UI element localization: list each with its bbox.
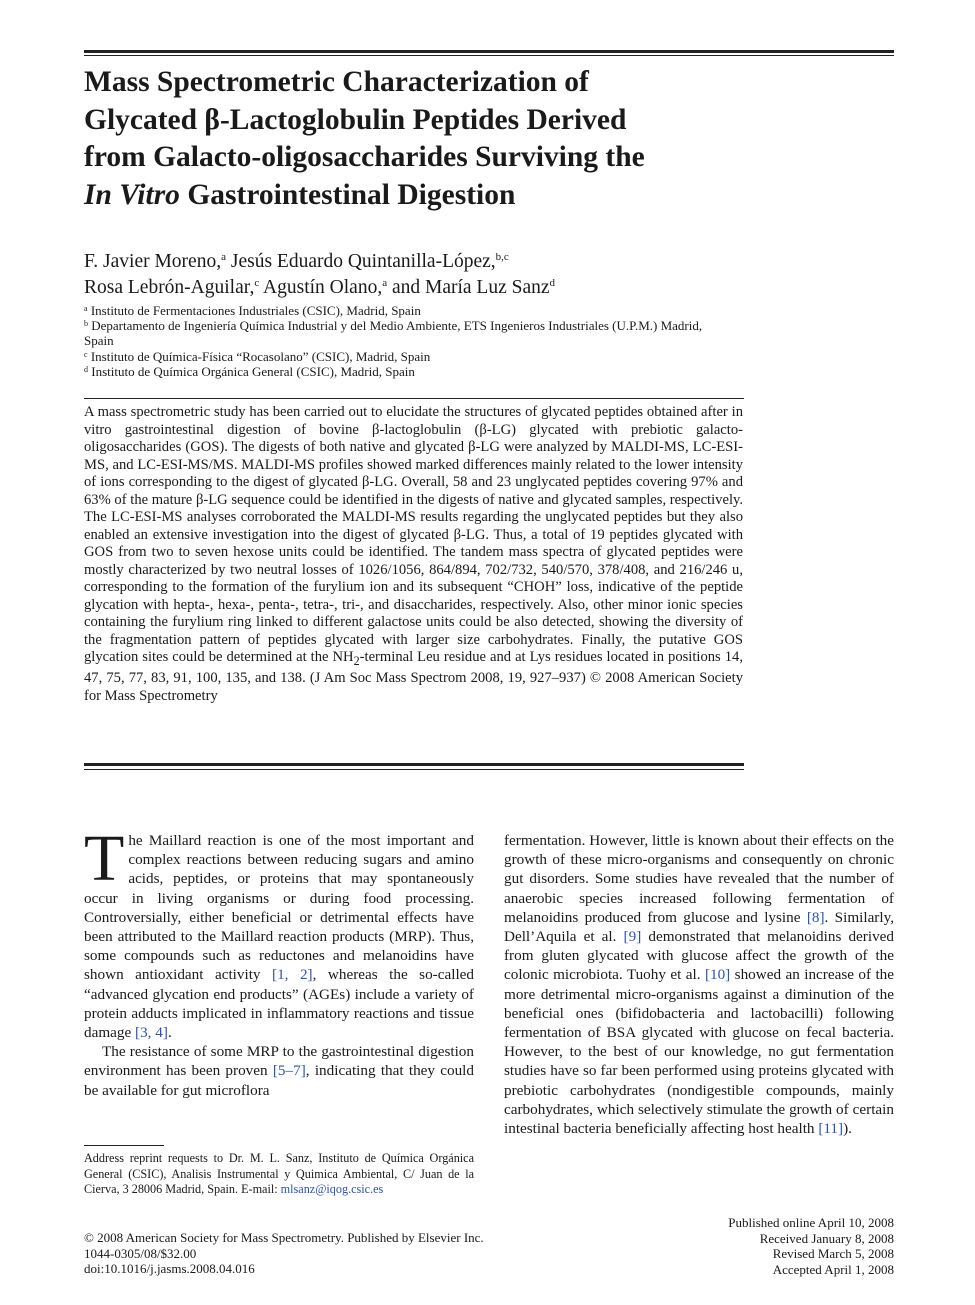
author-name: Rosa Lebrón-Aguilar, <box>84 277 255 298</box>
paragraph-text: he Maillard reaction is one of the most important and complex reactions between reducing sugars and amino acids, peptides, or proteins that may spontaneously occur in living organisms or during food processing. Controversially, either beneficial or detrimental effects have been attributed to the Maillard reaction products (MRP). Thus, some compounds such as reductones and melanoidins have shown antioxidant activity <box>84 832 474 984</box>
paragraph-text: . Similarly, Dell’Aquila et al. <box>504 908 894 946</box>
paragraph-text: , whereas the so-called “advanced glycation end products” (AGEs) include a variety of protein adducts implicated in inflammatory reactions and tissue damage <box>84 966 474 1042</box>
citation-link[interactable]: [1, 2] <box>272 966 313 984</box>
affiliation-mark: d <box>84 364 88 374</box>
affiliation-text: Instituto de Química Orgánica General (CSIC), Madrid, Spain <box>88 363 415 379</box>
affiliation-item <box>84 349 714 364</box>
abstract-rule-bottom-thick <box>84 763 744 766</box>
body-paragraph <box>84 1042 474 1100</box>
body-column-left <box>84 822 474 1100</box>
abstract-subscript: 2 <box>353 653 360 668</box>
author-affiliation-mark: a <box>382 277 388 289</box>
author-affiliation-mark: c <box>254 277 260 289</box>
paragraph-text: The resistance of some MRP to the gastrointestinal digestion environment has been proven <box>84 1043 474 1080</box>
title-line-4-italic: In Vitro <box>84 178 180 211</box>
abstract-rule-bottom-thin <box>84 769 744 770</box>
footnote-text: Address reprint requests to Dr. M. L. Sanz, Instituto de Química Orgánica General (CSIC), Analisis Instrumental y Quimica Ambiental, C/ Juan de la Cierva, 3 28006 Madrid, Spain. E-mail: <box>84 1151 474 1196</box>
title-line-1: Mass Spectrometric Characterization of <box>84 66 589 98</box>
received-date: Received January 8, 2008 <box>759 1230 894 1246</box>
citation-link[interactable]: [8] <box>806 908 825 926</box>
affiliation-text: Instituto de Fermentaciones Industriales (CSIC), Madrid, Spain <box>87 303 421 318</box>
body-paragraph <box>504 831 894 1138</box>
body-paragraph <box>84 822 474 1042</box>
citation-link[interactable]: [3, 4] <box>135 1024 168 1042</box>
author-affiliation-mark: b,c <box>495 251 509 263</box>
header-rule-thick <box>84 50 894 53</box>
doi-line: doi:10.1016/j.jasms.2008.04.016 <box>84 1261 255 1276</box>
title-line-4-rest: Gastrointestinal Digestion <box>179 178 516 211</box>
abstract <box>84 404 743 705</box>
paragraph-text: showed an increase of the more detrimental micro-organisms against a diminution of the beneficial ones (bifidobacteria and lactobacilli) following fermentation of BSA glycated with glucose on fecal bacteria. However, to the best of our knowledge, no gut fermentation studies have so far been performed using proteins glycated with prebiotic carbohydrates (nondigestible compounds, mainly carbohydrates, which selectively stimulate the growth of certain intestinal bacteria beneficially affecting host health <box>504 966 895 1138</box>
body-column-right <box>504 831 894 1138</box>
affiliation-text: Instituto de Química-Física “Rocasolano” (CSIC), Madrid, Spain <box>87 348 431 364</box>
footnote-rule <box>84 1145 164 1146</box>
affiliation-item <box>84 364 714 379</box>
correspondence-footnote <box>84 1151 474 1198</box>
drop-cap: T <box>84 822 125 895</box>
author-name: F. Javier Moreno, <box>84 251 222 272</box>
email-link[interactable]: mlsanz@iqog.csic.es <box>280 1182 384 1196</box>
affiliation-item <box>84 303 714 318</box>
affiliation-mark: b <box>84 319 88 329</box>
abstract-text-cont: -terminal Leu residue and at Lys residues located in positions 14, 47, 75, 77, 83, 91, 100, 135, and 138. <box>84 649 743 687</box>
affiliation-mark: c <box>84 349 88 359</box>
abstract-rule-top <box>84 398 744 399</box>
header-rule-thin <box>84 55 894 56</box>
article-title <box>84 64 784 214</box>
author-name: Jesús Eduardo Quintanilla-López, <box>225 251 496 272</box>
copyright-line: © 2008 American Society for Mass Spectrometry. Published by Elsevier Inc. <box>84 1230 484 1245</box>
author-name: Agustín Olano, <box>259 277 383 298</box>
footer-publication-info <box>84 1230 584 1277</box>
paragraph-text: ). <box>843 1120 852 1138</box>
paragraph-text: demonstrated that melanoidins derived from gluten glycated with glucose affect the growth of the colonic microbiota. Tuohy et al. <box>504 928 895 984</box>
revised-date: Revised March 5, 2008 <box>772 1246 894 1261</box>
citation-link[interactable]: [10] <box>704 966 731 984</box>
issn-line: 1044-0305/08/$32.00 <box>84 1245 197 1261</box>
abstract-text: A mass spectrometric study has been carried out to elucidate the structures of glycated peptides obtained after in vitro gastrointestinal digestion of bovine β-lactoglobulin (β-LG) glycated with prebiotic galacto-oligosaccharides (GOS). The digests of both native and glycated β-LG were analyzed by MALDI-MS, LC-ESI-MS, and LC-ESI-MS/MS. MALDI-MS profiles showed marked differences mainly related to the lower intensity of ions corresponding to the digest of glycated β-LG. Overall, 58 and 23 unglycated peptides covering 97% and 63% of the mature β-LG sequence could be identified in the digests of native and glycated samples, respectively. The LC-ESI-MS analyses corroborated the MALDI-MS results regarding the unglycated peptides but they also enabled an extensive investigation into the digest of glycated β-LG. Thus, a total of 19 peptides glycated with GOS from two to seven hexose units could be identified. The tandem mass spectra of glycated peptides were mostly characterized by two neutral losses of 1026/1056, 864/894, 702/732, 540/570, 378/408, and 216/246 u, corresponding to the formation of the furylium ion and its subsequent “CHOH” loss, indicative of the peptide glycation with hepta-, hexa-, penta-, tetra-, tri-, and disaccharides, respectively. Also, other minor ionic species containing the furylium ring linked to different galactose units could be also detected, showing the diversity of the fragmentation pattern of peptides glycated with larger size carbohydrates. Finally, the putative GOS glycation sites could be determined at the NH <box>84 404 743 665</box>
title-line-3: from Galacto-oligosaccharides Surviving the <box>84 141 645 173</box>
paragraph-text: fermentation. However, little is known about their effects on the growth of these micro-organisms and consequently on chronic gut disorders. Some studies have revealed that the number of anaerobic species increased following fermentation of melanoidins produced from glucose and lysine <box>504 832 894 926</box>
affiliation-list <box>84 303 714 379</box>
citation-link[interactable]: [5–7] <box>272 1062 306 1080</box>
affiliation-mark: a <box>84 304 88 313</box>
affiliation-text: Departamento de Ingeniería Química Industrial y del Medio Ambiente, ETS Ingenieros Industriales (U.P.M.) Madrid, Spain <box>84 318 703 349</box>
affiliation-item <box>84 318 714 348</box>
footer-dates <box>600 1215 894 1277</box>
paragraph-text: , indicating that they could be available for gut microflora <box>84 1062 474 1099</box>
title-line-2: Glycated β-Lactoglobulin Peptides Derived <box>84 103 627 136</box>
author-affiliation-mark: a <box>221 251 226 263</box>
published-online-date: Published online April 10, 2008 <box>728 1215 894 1230</box>
abstract-citation: (J Am Soc Mass Spectrom 2008, 19, 927–937) © 2008 American Society for Mass Spectrometry <box>84 670 743 704</box>
author-name: and María Luz Sanz <box>387 277 550 298</box>
author-list <box>84 249 784 301</box>
citation-link[interactable]: [9] <box>623 928 642 946</box>
paragraph-text: . <box>167 1024 172 1042</box>
author-affiliation-mark: d <box>549 277 556 289</box>
citation-link[interactable]: [11] <box>818 1120 844 1138</box>
accepted-date: Accepted April 1, 2008 <box>772 1261 894 1277</box>
